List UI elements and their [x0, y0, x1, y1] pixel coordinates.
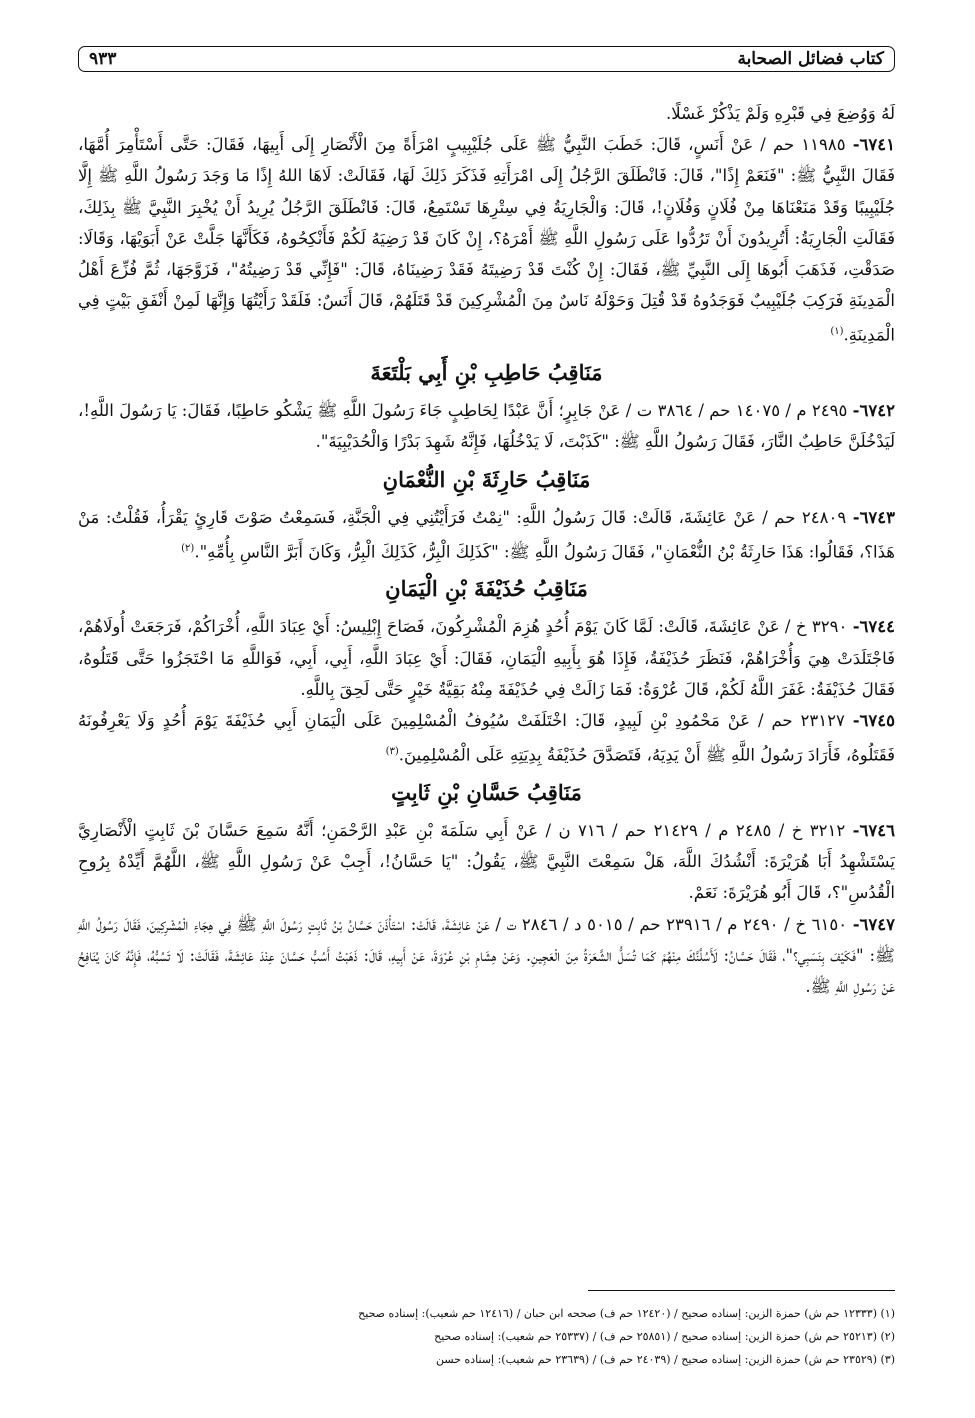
- hadith-entry: [78, 705, 895, 771]
- hadith-number: ٦٧٤٥-: [852, 711, 895, 731]
- hadith-number: ٦٧٤٢-: [852, 401, 895, 421]
- section-heading: مَنَاقِبُ حَارِثَةَ بْنِ النُّعْمَانِ: [382, 466, 591, 492]
- hadith-text: ٦١٥٠ خ / ٢٤٩٠ م / ٢٣٩١٦ حم / ٥٠١٥ د / ٢٨٤٦ ت / عَنْ عَائِشَةَ، قَالَتْ: اسْتَأْذَنَ حَسَّانُ بْنُ ثَابِتٍ رَسُولَ اللَّهِ ﷺ فِي هِجَاءِ الْمُشْرِكِينَ، فَقَالَ رَسُولُ اللَّهِ ﷺ: "فَكَيْفَ بِنَسَبِي؟"، فَقَالَ حَسَّانُ: لَأَسُلَّنَّكَ مِنْهُمْ كَمَا تُسَلُّ الشَّعَرَةُ مِنَ الْعَجِينِ. وَعَنْ هِشَامِ بْنِ عُرْوَةَ، عَنْ أَبِيهِ، قَالَ: ذَهَبْتُ أَسُبُّ حَسَّانَ عِنْدَ عَائِشَةَ، فَقَالَتْ: لَا تَسُبُّهُ، فَإِنَّهُ كَانَ يُنَافِحُ عَنْ رَسُولِ اللَّهِ ﷺ.: [78, 914, 895, 996]
- hadith-text: ٢٣١٢٧ حم / عَنْ مَحْمُودِ بْنِ لَبِيدٍ، قَالَ: اخْتَلَفَتْ سُيُوفُ الْمُسْلِمِينَ عَلَى الْيَمَانِ أَبِي حُذَيْفَةَ يَوْمَ أُحُدٍ وَلَا يَعْرِفُونَهُ فَقَتَلُوهُ، فَأَرَادَ رَسُولُ اللَّهِ ﷺ أَنْ يَدِيَهُ، فَتَصَدَّقَ حُذَيْفَةُ بِدِيَتِهِ عَلَى الْمُسْلِمِينَ.: [78, 711, 895, 765]
- footnotes: [78, 1302, 895, 1371]
- hadith-number: ٦٧٤١-: [852, 135, 895, 155]
- hadith-text: ٢٤٩٥ م / ١٤٠٧٥ حم / ٣٨٦٤ ت / عَنْ جَابِرٍ؛ أَنَّ عَبْدًا لِحَاطِبٍ جَاءَ رَسُولَ اللَّهِ ﷺ يَشْكُو حَاطِبًا، فَقَالَ: يَا رَسُولَ اللَّهِ!، لَيَدْخُلَنَّ حَاطِبٌ النَّارَ، فَقَالَ رَسُولُ اللَّهِ ﷺ: "كَذَبْتَ، لَا يَدْخُلُهَا، فَإِنَّهُ شَهِدَ بَدْرًا وَالْحُدَيْبِيَةَ".: [78, 401, 895, 452]
- section-heading: مَنَاقِبُ حَسَّانِ بْنِ ثَابِتٍ: [391, 779, 582, 805]
- footnote: (٣) (٢٣٥٢٩ حم ش) حمزة الزين: إسناده صحيح / (٢٤٠٣٩ حم ف) / (٢٣٦٣٩ حم شعيب): إسناده حسن: [436, 1353, 895, 1366]
- hadith-entry: [78, 502, 895, 568]
- hadith-text: ١١٩٨٥ حم / عَنْ أَنَسٍ، قَالَ: خَطَبَ النَّبِيُّ ﷺ عَلَى جُلَيْبِيبٍ امْرَأَةً مِنَ الْأَنْصَارِ إِلَى أَبِيهَا، فَقَالَ: حَتَّى أَسْتَأْمِرَ أُمَّهَا، فَقَالَ النَّبِيُّ ﷺ: "فَنَعَمْ إِذًا"، قَالَ: فَانْطَلَقَ الرَّجُلُ إِلَى امْرَأَتِهِ فَذَكَرَ ذَلِكَ لَهَا، فَقَالَتْ: لَاهَا اللهُ إِذًا مَا وَجَدَ رَسُولُ اللَّهِ ﷺ إِلَّا جُلَيْبِيبًا وَقَدْ مَنَعْنَاهَا مِنْ فُلَانٍ وَفُلَانٍ!، قَالَ: وَالْجَارِيَةُ فِي سِتْرِهَا تَسْتَمِعُ، قَالَ: فَانْطَلَقَ الرَّجُلُ يُرِيدُ أَنْ يُخْبِرَ النَّبِيَّ ﷺ بِذَلِكَ، فَقَالَتِ الْجَارِيَةُ: أَتُرِيدُونَ أَنْ تَرُدُّوا عَلَى رَسُولِ اللَّهِ ﷺ أَمْرَهُ؟، إِنْ كَانَ قَدْ رَضِيَهُ لَكُمْ فَأَنْكِحُوهُ، فَكَأَنَّهَا جَلَّتْ عَنْ أَبَوَيْهَا، وَقَالَا: صَدَقْتِ، فَذَهَبَ أَبُوهَا إِلَى النَّبِيِّ ﷺ، فَقَالَ: إِنْ كُنْتَ قَدْ رَضِيتَهُ فَقَدْ رَضِينَاهُ، قَالَ: "فَإِنِّي قَدْ رَضِيتُهُ"، فَزَوَّجَهَا، ثُمَّ فُزِّعَ أَهْلُ الْمَدِينَةِ فَرَكِبَ جُلَيْبِيبٌ فَوَجَدُوهُ قَدْ قُتِلَ وَحَوْلَهُ نَاسٌ مِنَ الْمُشْرِكِينَ قَدْ قَتَلَهُمْ، قَالَ أَنَسٌ: فَلَقَدْ رَأَيْتُهَا وَإِنَّهَا لَمِنْ أَنْفَقِ بَيْتٍ فِي الْمَدِينَةِ.: [78, 135, 895, 345]
- hadith-entry: [78, 611, 895, 705]
- hadith-text: ٢٤٨٠٩ حم / عَنْ عَائِشَةَ، قَالَتْ: قَالَ رَسُولُ اللَّهِ: "نِمْتُ فَرَأَيْتُنِي فِي الْجَنَّةِ، فَسَمِعْتُ صَوْتَ قَارِئٍ يَقْرَأُ، فَقُلْتُ: مَنْ هَذَا؟، فَقَالُوا: هَذَا حَارِثَةُ بْنُ النُّعْمَانِ"، فَقَالَ رَسُولُ اللَّهِ ﷺ: "كَذَلِكَ الْبِرُّ، كَذَلِكَ الْبِرُّ، وَكَانَ أَبَرَّ النَّاسِ بِأُمِّهِ".: [78, 507, 895, 562]
- hadith-number: ٦٧٤٣-: [852, 507, 896, 527]
- hadith-number: ٦٧٤٤-: [852, 617, 895, 637]
- footnote: (٢) (٢٥٢١٣ حم ش) حمزة الزين: إسناده صحيح / (٢٥٨٥١ حم ف) / (٢٥٣٣٧ حم شعيب): إسناده صحيح: [434, 1330, 895, 1343]
- footnote-marker: (٢): [181, 542, 195, 554]
- book-title: كتاب فضائل الصحابة: [737, 49, 884, 69]
- footnote-marker: (١): [830, 326, 844, 338]
- hadith-entry: [78, 909, 895, 1003]
- hadith-text: لَهُ وَوُضِعَ فِي قَبْرِهِ وَلَمْ يَذْكُرْ غَسْلًا.: [666, 104, 895, 123]
- footnote: (١) (١٢٣٣٣ حم ش) حمزة الزين: إسناده صحيح / (١٢٤٢٠ حم ف) صححه ابن حبان / (١٢٤١٦ حم شعيب): إسناده صحيح: [358, 1307, 895, 1320]
- running-header: [78, 46, 895, 72]
- footnote-separator: [588, 1290, 895, 1291]
- continuation-text: [78, 98, 895, 129]
- hadith-entry: [78, 129, 895, 351]
- page-body: [78, 98, 895, 1002]
- hadith-entry: [78, 815, 895, 909]
- hadith-text: ٣٢٩٠ خ / عَنْ عَائِشَةَ، قَالَتْ: لَمَّا كَانَ يَوْمَ أُحُدٍ هُزِمَ الْمُشْرِكُونَ، فَصَاحَ إِبْلِيسُ: أَيْ عِبَادَ اللَّهِ، أُخْرَاكُمْ، فَرَجَعَتْ أُولَاهُمْ، فَاجْتَلَدَتْ هِيَ وَأُخْرَاهُمْ، فَنَظَرَ حُذَيْفَةُ، فَإِذَا هُوَ بِأَبِيهِ الْيَمَانِ، فَقَالَ: أَيْ عِبَادَ اللَّهِ، أَبِي، أَبِي، فَوَاللَّهِ مَا احْتَجَزُوا حَتَّى قَتَلُوهُ، فَقَالَ حُذَيْفَةُ: غَفَرَ اللَّهُ لَكُمْ، قَالَ عُرْوَةُ: فَمَا زَالَتْ فِي حُذَيْفَةَ مِنْهُ بَقِيَّةُ خَيْرٍ حَتَّى لَحِقَ بِاللَّهِ.: [78, 617, 895, 699]
- section-heading: مَنَاقِبُ حَاطِبِ بْنِ أَبِي بَلْتَعَةَ: [370, 360, 603, 386]
- hadith-number: ٦٧٤٧-: [852, 914, 895, 934]
- section-heading: مَنَاقِبُ حُذَيْفَةَ بْنِ الْيَمَانِ: [385, 576, 588, 602]
- page-number: ٩٣٣: [89, 49, 117, 69]
- hadith-number: ٦٧٤٦-: [852, 820, 895, 840]
- hadith-entry: [78, 395, 895, 457]
- footnote-marker: (٣): [385, 746, 399, 758]
- hadith-text: ٣٢١٢ خ / ٢٤٨٥ م / ٢١٤٢٩ حم / ٧١٦ ن / عَنْ أَبِي سَلَمَةَ بْنِ عَبْدِ الرَّحْمَنِ؛ أَنَّهُ سَمِعَ حَسَّانَ بْنَ ثَابِتٍ الْأَنْصَارِيَّ يَسْتَشْهِدُ أَبَا هُرَيْرَةَ: أَنْشُدُكَ اللَّهَ، هَلْ سَمِعْتَ النَّبِيَّ ﷺ، يَقُولُ: "يَا حَسَّانُ!، أَجِبْ عَنْ رَسُولِ اللَّهِ ﷺ، اللَّهُمَّ أَيِّدْهُ بِرُوحِ الْقُدُسِ"؟، قَالَ أَبُو هُرَيْرَةَ: نَعَمْ.: [78, 820, 895, 903]
